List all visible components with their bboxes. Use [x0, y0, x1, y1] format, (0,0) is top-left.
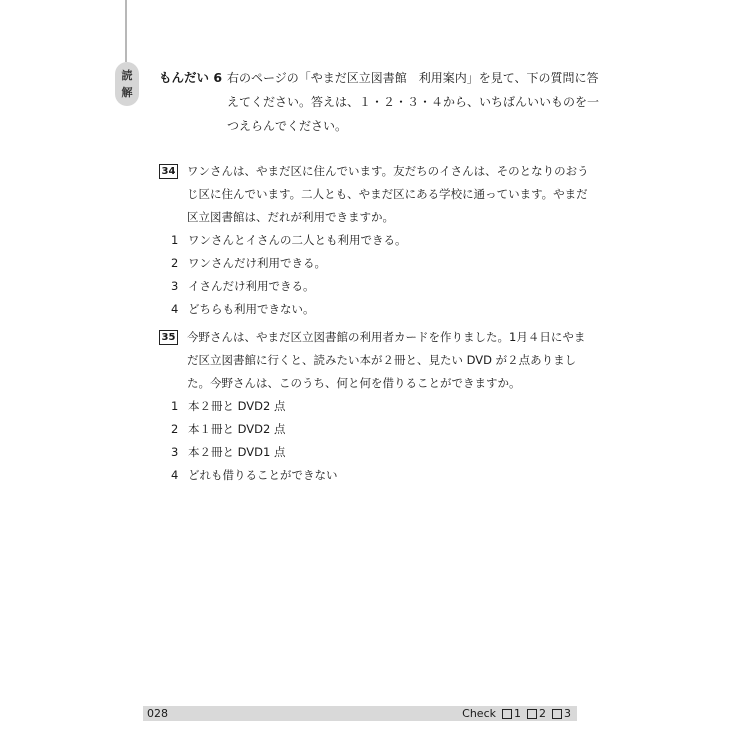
- choice-text: 本２冊と DVD2 点: [188, 399, 286, 413]
- choice-number: 3: [171, 445, 179, 459]
- check-item-2[interactable]: [527, 706, 546, 721]
- choice-item[interactable]: [159, 441, 589, 464]
- mondai-instructions: [159, 66, 599, 138]
- choice-number: 3: [171, 279, 179, 293]
- choice-number: 4: [171, 468, 179, 482]
- choice-item[interactable]: [159, 418, 589, 441]
- choice-item[interactable]: [159, 395, 589, 418]
- section-tab-char-1: 読: [121, 69, 133, 82]
- choice-text: どれも借りることができない: [188, 468, 338, 482]
- question-number-box: 34: [159, 164, 178, 179]
- question-number-box: 35: [159, 330, 178, 345]
- choice-text: ワンさんとイさんの二人とも利用できる。: [188, 233, 407, 247]
- page-number: 028: [147, 707, 168, 720]
- choice-text: ワンさんだけ利用できる。: [188, 256, 326, 270]
- choice-text: 本１冊と DVD2 点: [188, 422, 286, 436]
- check-item-label: 1: [514, 707, 521, 720]
- check-item-1[interactable]: [502, 706, 521, 721]
- page-footer: [143, 706, 577, 721]
- choice-item[interactable]: [159, 464, 589, 487]
- choice-item[interactable]: [159, 229, 589, 252]
- question-34: [159, 160, 589, 321]
- choice-number: 1: [171, 399, 179, 413]
- choice-number: 1: [171, 233, 179, 247]
- choice-text: 本２冊と DVD1 点: [188, 445, 286, 459]
- check-label: Check: [462, 707, 496, 720]
- choice-list: [159, 229, 589, 321]
- mondai-text: 右のページの「やまだ区立図書館 利用案内」を見て、下の質問に答えてください。答えは、１・２・３・４から、いちばんいいものを一つえらんでください。: [227, 71, 600, 133]
- choice-number: 2: [171, 256, 179, 270]
- choice-number: 2: [171, 422, 179, 436]
- top-vertical-rule: [125, 0, 127, 62]
- checkbox-icon[interactable]: [527, 709, 537, 719]
- choice-number: 4: [171, 302, 179, 316]
- check-item-label: 3: [564, 707, 571, 720]
- choice-text: イさんだけ利用できる。: [188, 279, 315, 293]
- checkbox-icon[interactable]: [502, 709, 512, 719]
- check-item-3[interactable]: [552, 706, 571, 721]
- choice-text: どちらも利用できない。: [188, 302, 315, 316]
- question-text: 今野さんは、やまだ区立図書館の利用者カードを作りました。1月４日にやまだ区立図書館に行くと、読みたい本が２冊と、見たい DVD が２点ありました。今野さんは、このうち、何と何を借りることができますか。: [187, 330, 586, 390]
- choice-item[interactable]: [159, 275, 589, 298]
- section-tab-dokkai: [115, 62, 139, 106]
- check-tracker: [462, 706, 571, 721]
- section-tab-char-2: 解: [121, 86, 133, 99]
- choice-item[interactable]: [159, 252, 589, 275]
- mondai-label: もんだい 6: [159, 70, 223, 85]
- choice-list: [159, 395, 589, 487]
- check-item-label: 2: [539, 707, 546, 720]
- choice-item[interactable]: [159, 298, 589, 321]
- question-35: [159, 326, 589, 487]
- checkbox-icon[interactable]: [552, 709, 562, 719]
- question-text: ワンさんは、やまだ区に住んでいます。友だちのイさんは、そのとなりのおうじ区に住んでいます。二人とも、やまだ区にある学校に通っています。やまだ区立図書館は、だれが利用できますか。: [187, 164, 589, 224]
